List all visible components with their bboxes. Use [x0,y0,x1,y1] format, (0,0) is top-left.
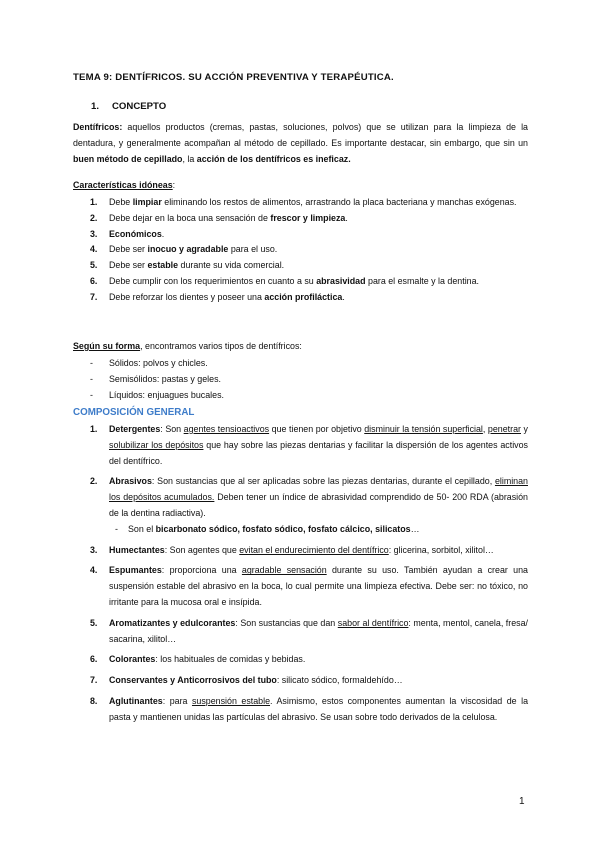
item-term: Humectantes [109,544,165,555]
item-underlined: solubilizar los depósitos [109,439,204,450]
item-bold: abrasividad [316,275,366,286]
item-text: Debe cumplir con los requerimientos en cuanto a su [109,275,317,286]
item-underlined: penetrar [487,424,521,434]
item-term: Conservantes y Anticorrosivos del tubo [109,675,277,686]
definition-bold-1: buen método de cepillado [73,153,183,164]
list-item [90,274,528,290]
list-item [90,356,224,372]
item-number: 5. [90,617,98,628]
document-title: TEMA 9: DENTÍFRICOS. SU ACCIÓN PREVENTIVA Y TERAPÉUTICA. [73,72,394,83]
item-underlined: eliminan los depósitos acumulados. [109,476,528,503]
characteristics-heading-text: Características idóneas [73,180,173,190]
item-text: Debe dejar en la boca una sensación de [109,212,271,223]
item-number: 2. [90,476,98,487]
item-underlined: disminuir la tensión superficial [364,424,483,434]
item-number: 4. [90,565,98,576]
item-text: que hay sobre las piezas dentarias y facilitar la dispersión de los agentes activos del dentífrico. [109,439,528,466]
section-heading-concepto [91,101,166,112]
item-text: . [342,291,345,302]
characteristics-list [90,195,528,306]
item-bold: estable [147,260,179,271]
list-item [90,211,528,227]
item-number: 6. [90,275,98,286]
item-text: : silicato sódico, formaldehído… [276,675,403,686]
definition-bold-2: acción de los dentífricos es ineficaz. [196,153,351,164]
item-text: durante su uso. También ayudan a crear una suspensión estable del abrasivo en la boca, lo cual permite una limpieza efectiva. Debe ser: no tóxico, no irritante para la mucosa oral e insípida. [109,565,528,607]
list-item [90,673,528,689]
definition-text: aquellos productos (cremas, pastas, soluciones, polvos) que se utilizan para la limpieza de la dentadura, y generalmente acompañan al método de cepillado. Es importante destacar, sin embargo, que sin un [73,122,528,148]
item-text: para el uso. [228,244,278,255]
item-bold: limpiar [132,197,162,207]
item-number: 6. [90,654,98,665]
item-text: Líquidos: enjuagues bucales. [109,389,224,400]
definition-mid: , la [182,153,197,164]
item-bold: Económicos [109,228,162,239]
item-text: Semisólidos: pastas y geles. [109,373,221,384]
form-types-list [90,356,224,403]
item-text: : menta, mentol, canela, fresa/ sacarina, xilitol… [109,617,529,644]
section-heading-text: CONCEPTO [112,101,167,112]
item-term: Aromatizantes y edulcorantes [109,617,236,628]
item-bold: inocuo y agradable [147,244,229,255]
item-text: : para [162,695,192,706]
item-text: : los habituales de comidas y bebidas. [155,654,306,665]
item-bold: acción profiláctica [264,291,343,302]
item-text: . [161,228,165,239]
item-text: Debe ser [109,260,148,271]
section-number: 1. [91,101,100,112]
dash-bullet: - [90,389,93,400]
item-underlined: agentes tensioactivos [183,424,270,434]
item-term: Espumantes [109,565,162,576]
characteristics-heading [73,180,175,190]
item-underlined: agradable sensación [241,565,327,576]
item-text: : Son sustancias que al ser aplicadas sobre las piezas dentarias, durante el cepillado, [151,476,495,487]
item-text: Debe ser [109,244,148,255]
definition-term: Dentífricos: [73,122,123,132]
item-text: . [345,212,348,223]
composition-list [90,422,528,726]
item-text: . Asimismo, estos componentes aumentan la viscosidad de la pasta y mantienen unidas las partículas del abrasivo. Se usan sobre todo derivados de la celulosa. [109,695,528,722]
item-number: 8. [90,695,98,706]
item-text: que tienen por objetivo [269,424,365,434]
item-text: eliminando los restos de alimentos, arrastrando la placa bacteriana y manchas exógenas. [161,197,517,207]
form-heading [73,341,302,351]
item-text: : proporciona una [161,565,242,576]
definition-paragraph [73,120,528,167]
item-number: 2. [90,212,98,223]
item-text: : Son [160,424,184,434]
dash-bullet: - [90,358,93,368]
list-item [90,290,528,306]
item-text: Sólidos: polvos y chicles. [109,358,208,368]
item-number: 5. [90,260,98,271]
list-item [90,543,528,559]
item-number: 4. [90,244,98,255]
item-text: durante su vida comercial. [178,260,285,271]
item-term: Colorantes [109,654,156,665]
dash-bullet: - [115,523,118,534]
item-text: : Son sustancias que dan [235,617,338,628]
list-item [90,652,528,668]
item-term: Aglutinantes [109,695,163,706]
list-item [90,258,528,274]
item-text: para el esmalte y la dentina. [365,275,480,286]
list-item [90,422,528,469]
item-text: Debe reforzar los dientes y poseer una [109,291,265,302]
characteristics-colon: : [172,180,176,190]
item-number: 7. [90,675,98,686]
item-underlined: evitan el endurecimiento del dentífrico [239,544,389,555]
item-number: 3. [90,228,98,239]
list-item [90,694,528,726]
sub-list-item [90,522,528,538]
item-text: , [482,424,488,434]
item-term: Abrasivos [109,476,152,487]
list-item [90,195,528,211]
item-number: 3. [90,544,98,555]
dash-bullet: - [90,373,93,384]
item-text: : Son agentes que [164,544,240,555]
item-text: y [520,424,528,434]
list-item [90,616,528,648]
page-number: 1 [519,796,525,807]
item-text: … [410,523,420,534]
item-bold: bicarbonato sódico, fosfato sódico, fosfato cálcico, silicatos [155,523,411,534]
form-intro-text: , encontramos varios tipos de dentífricos: [140,341,302,351]
item-bold: frescor y limpieza [270,212,346,223]
item-text: : glicerina, sorbitol, xilitol… [388,544,494,555]
composition-heading: COMPOSICIÓN GENERAL [73,407,195,418]
item-term: Detergentes [109,424,161,434]
item-number: 1. [90,424,98,434]
list-item [90,388,224,404]
list-item [90,563,528,610]
item-underlined: suspensión estable [191,695,271,706]
item-number: 7. [90,291,98,302]
item-text: Son el [128,523,156,534]
form-heading-text: Según su forma [73,341,141,351]
item-text: Deben tener un índice de abrasividad comprendido de 50- 200 RDA (abrasión de la dentina radiactiva). [109,492,528,518]
list-item [90,474,528,521]
list-item [90,227,528,243]
list-item [90,372,224,388]
item-underlined: sabor al dentífrico [337,617,409,628]
item-number: 1. [90,197,98,207]
list-item [90,242,528,258]
item-text: Debe [109,197,133,207]
